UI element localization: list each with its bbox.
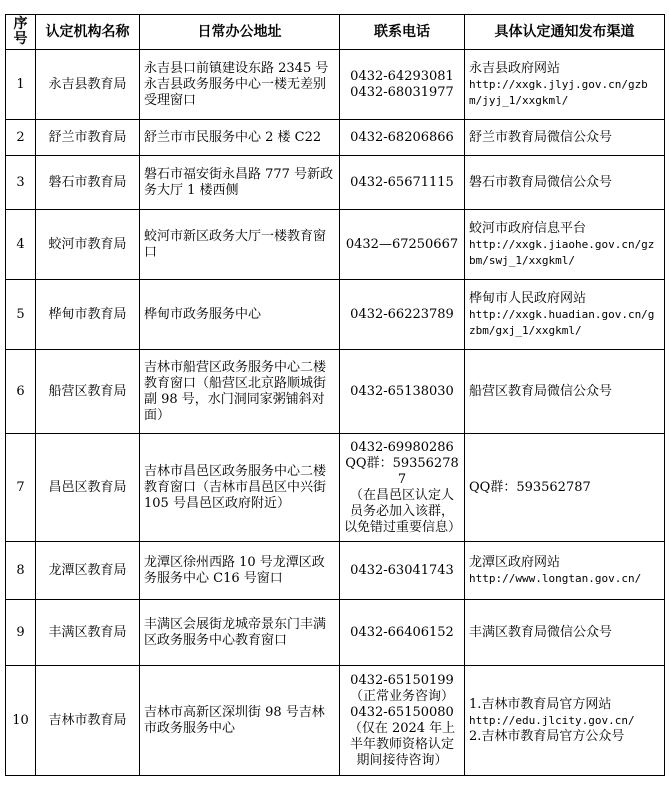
phone-line: 0432-64293081 [350, 68, 454, 84]
notice-channel [465, 542, 665, 600]
notice-channel [465, 156, 665, 210]
contact-phone [340, 210, 465, 280]
org-name: 磐石市教育局 [36, 156, 140, 210]
table-row [6, 280, 665, 350]
notice-channel [465, 600, 665, 666]
office-address: 吉林市船营区政务服务中心二楼教育窗口（船营区北京路顺城街副 98 号，水门洞同家粥铺斜对面） [140, 350, 340, 434]
notice-channel [465, 280, 665, 350]
row-number: 9 [6, 600, 36, 666]
table-row [6, 350, 665, 434]
phone-line: 0432-65150080 [350, 704, 454, 720]
channel-name: 丰满区教育局微信公众号 [469, 624, 613, 640]
channel-name: 龙潭区政府网站 [469, 554, 561, 570]
phone-line: 0432-65671115 [350, 174, 454, 190]
office-address: 蛟河市新区政务大厅一楼教育窗口 [140, 210, 340, 280]
office-address: 桦甸市政务服务中心 [140, 280, 340, 350]
office-address: 丰满区会展街龙城帝景东门丰满区政务服务中心教育窗口 [140, 600, 340, 666]
row-number: 4 [6, 210, 36, 280]
phone-line: （仅在 2024 年上半年教师资格认定期间接待咨询） [348, 720, 456, 768]
channel-name: 1.吉林市教育局官方网站 [469, 696, 612, 712]
table-row [6, 666, 665, 776]
phone-line: 0432-66406152 [350, 624, 454, 640]
org-name: 永吉县教育局 [36, 50, 140, 120]
table-row [6, 120, 665, 156]
table-row [6, 50, 665, 120]
phone-line: 0432-65138030 [350, 383, 454, 399]
office-address: 龙潭区徐州西路 10 号龙潭区政务服务中心 C16 号窗口 [140, 542, 340, 600]
phone-line: 0432-66223789 [350, 306, 454, 322]
certification-agency-table [5, 14, 665, 776]
table-row [6, 542, 665, 600]
org-name: 蛟河市教育局 [36, 210, 140, 280]
row-number: 2 [6, 120, 36, 156]
phone-line: 0432-69980286 [350, 439, 454, 455]
channel-url: http://xxgk.jiaohe.gov.cn/gzbm/swj_1/xxgkml/ [469, 237, 655, 267]
table-header-row [6, 15, 665, 50]
office-address: 吉林市高新区深圳街 98 号吉林市政务服务中心 [140, 666, 340, 776]
org-name: 昌邑区教育局 [36, 434, 140, 542]
header-channel: 具体认定通知发布渠道 [465, 15, 665, 50]
notice-channel [465, 210, 665, 280]
table-row [6, 600, 665, 666]
notice-channel [465, 666, 665, 776]
channel-url: http://xxgk.jlyj.gov.cn/gzbm/jyj_1/xxgkml/ [469, 77, 648, 107]
office-address: 吉林市昌邑区政务服务中心二楼教育窗口（吉林市昌邑区中兴街 105 号昌邑区政府附近） [140, 434, 340, 542]
header-org: 认定机构名称 [36, 15, 140, 50]
channel-name: 蛟河市政府信息平台 [469, 220, 587, 236]
row-number: 7 [6, 434, 36, 542]
channel-url: http://xxgk.huadian.gov.cn/gzbm/gxj_1/xxgkml/ [469, 307, 655, 337]
row-number: 3 [6, 156, 36, 210]
table-row [6, 210, 665, 280]
channel-name: 磐石市教育局微信公众号 [469, 174, 613, 190]
org-name: 吉林市教育局 [36, 666, 140, 776]
phone-line: 0432-68031977 [350, 84, 454, 100]
row-number: 6 [6, 350, 36, 434]
contact-phone [340, 434, 465, 542]
table-row [6, 156, 665, 210]
notice-channel [465, 350, 665, 434]
contact-phone [340, 666, 465, 776]
office-address: 永吉县口前镇建设东路 2345 号永吉县政务服务中心一楼无差别受理窗口 [140, 50, 340, 120]
channel-name: 2.吉林市教育局官方公众号 [469, 728, 625, 744]
phone-line: 0432—67250667 [345, 236, 459, 252]
office-address: 磐石市福安街永昌路 777 号新政务大厅 1 楼西侧 [140, 156, 340, 210]
row-number: 8 [6, 542, 36, 600]
table-row [6, 434, 665, 542]
contact-phone [340, 156, 465, 210]
phone-line: QQ群：593562787 [345, 455, 459, 487]
channel-url: http://www.longtan.gov.cn/ [469, 571, 642, 585]
org-name: 舒兰市教育局 [36, 120, 140, 156]
contact-phone [340, 350, 465, 434]
contact-phone [340, 280, 465, 350]
notice-channel [465, 120, 665, 156]
contact-phone [340, 120, 465, 156]
org-name: 桦甸市教育局 [36, 280, 140, 350]
channel-url: http://edu.jlcity.gov.cn/ [469, 713, 635, 727]
channel-name: 舒兰市教育局微信公众号 [469, 129, 613, 145]
row-number: 10 [6, 666, 36, 776]
org-name: 龙潭区教育局 [36, 542, 140, 600]
channel-name: 桦甸市人民政府网站 [469, 290, 587, 306]
phone-line: （正常业务咨询） [349, 688, 454, 704]
contact-phone [340, 50, 465, 120]
notice-channel [465, 50, 665, 120]
channel-name: 永吉县政府网站 [469, 60, 561, 76]
contact-phone [340, 542, 465, 600]
office-address: 舒兰市市民服务中心 2 楼 C22 [140, 120, 340, 156]
channel-name: 船营区教育局微信公众号 [469, 383, 613, 399]
header-phone: 联系电话 [340, 15, 465, 50]
phone-line: 0432-63041743 [350, 562, 454, 578]
phone-line: 0432-65150199 [350, 672, 454, 688]
row-number: 1 [6, 50, 36, 120]
notice-channel [465, 434, 665, 542]
header-seq: 序号 [6, 15, 36, 50]
channel-name: QQ群：593562787 [469, 479, 591, 495]
row-number: 5 [6, 280, 36, 350]
phone-line: （在昌邑区认定人员务必加入该群，以免错过重要信息） [344, 487, 462, 535]
contact-phone [340, 600, 465, 666]
header-address: 日常办公地址 [140, 15, 340, 50]
phone-line: 0432-68206866 [350, 129, 454, 145]
org-name: 船营区教育局 [36, 350, 140, 434]
org-name: 丰满区教育局 [36, 600, 140, 666]
